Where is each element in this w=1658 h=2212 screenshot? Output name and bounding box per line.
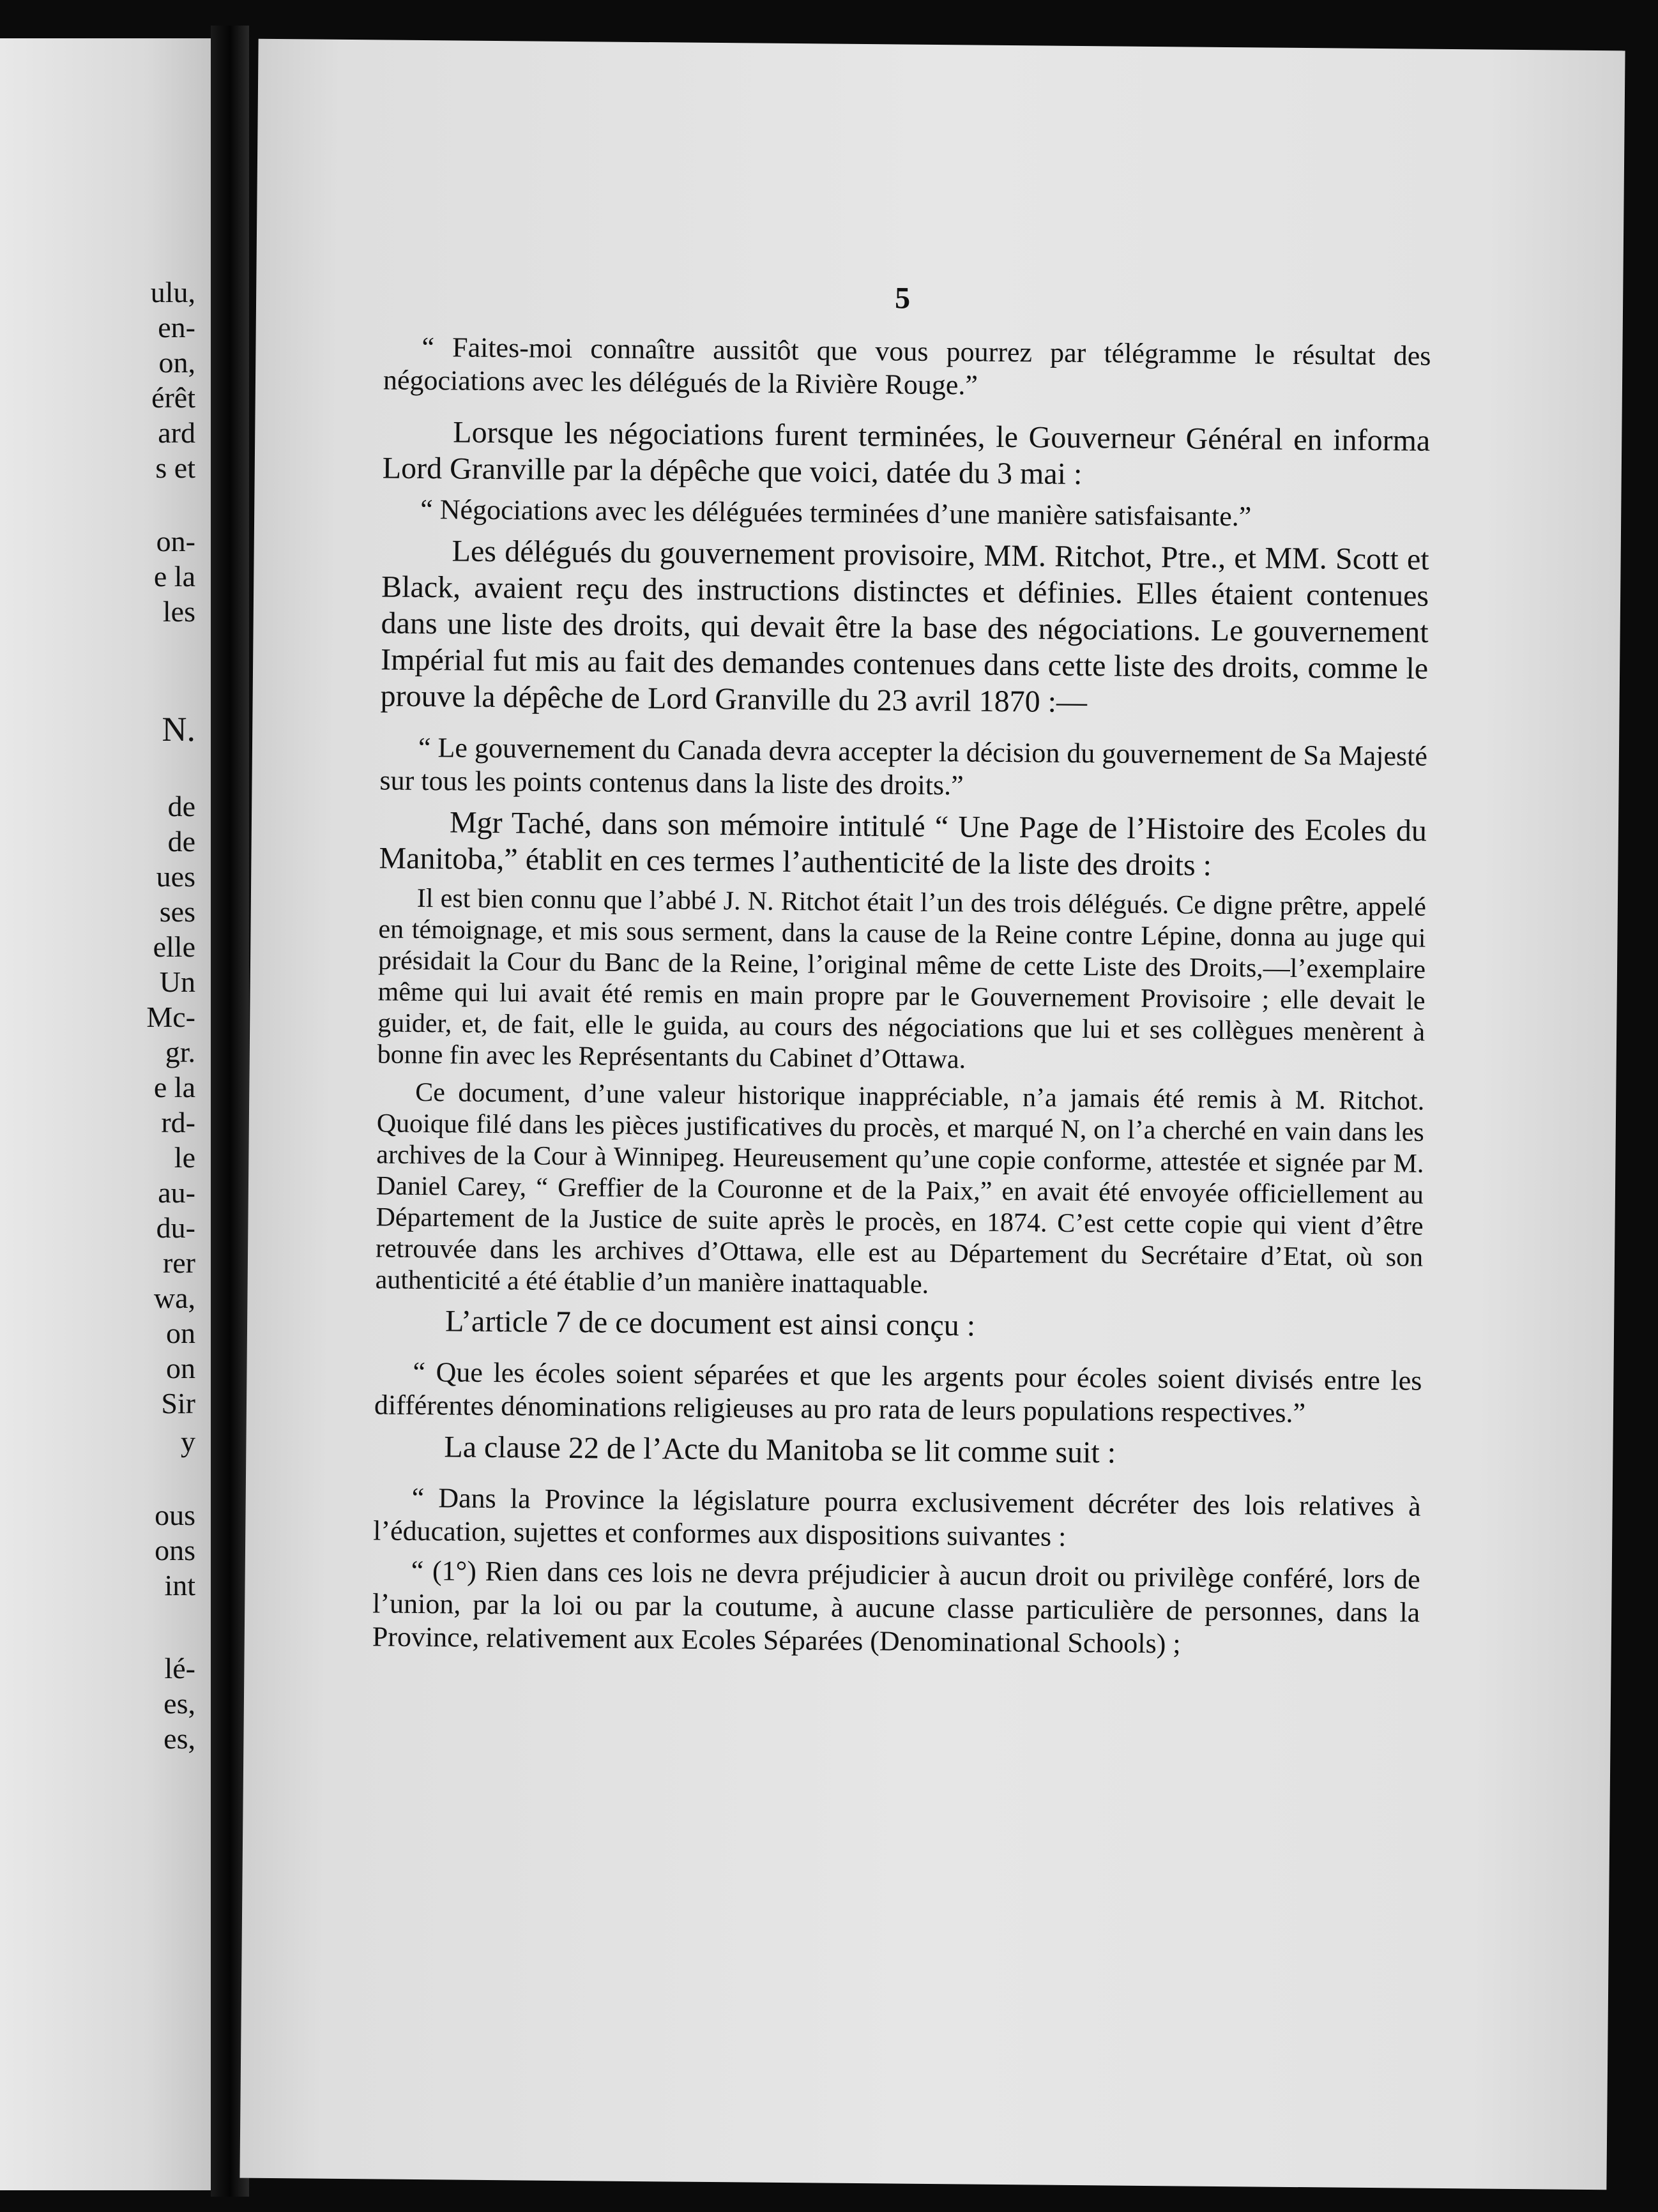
paragraph: La clause 22 de l’Acte du Manitoba se lit comme suit : [444, 1430, 1116, 1470]
left-page-line: on- [156, 525, 195, 557]
left-page-line: s et [155, 451, 195, 484]
left-page-line: N. [162, 710, 195, 748]
left-page-line: ses [159, 895, 195, 928]
left-page-line: on [166, 1352, 195, 1384]
left-page-line: ulu, [150, 276, 195, 308]
left-page-line: wa, [153, 1282, 195, 1314]
left-page-line: ard [158, 416, 195, 449]
page-body [372, 330, 1431, 1662]
left-page-line: es, [164, 1722, 195, 1755]
paragraph: “ Dans la Province la législature pourra exclusivement décréter des lois relatives à l’éducation, sujettes et conformes aux dispositions suivantes : [373, 1481, 1421, 1552]
left-page-line: de [167, 790, 195, 822]
left-page-line: Sir [161, 1387, 195, 1420]
left-page-line: e la [153, 560, 195, 593]
document-page [240, 39, 1625, 2190]
paragraph: L’article 7 de ce document est ainsi conçu : [445, 1304, 976, 1343]
left-page-line: érêt [151, 381, 195, 414]
page-number: 5 [894, 281, 911, 315]
paragraph: Il est bien connu que l’abbé J. N. Ritchot était l’un des trois délégués. Ce digne prêtre, appelé en témoignage, et mis sous serment, dans la cause de la Reine contre Lépine, donna au juge qui présidait la Cour du Banc de la Reine, l’original même de cette Liste des Droits,—l’exemplaire même qui lui avait été remis en main propre par le Gouvernement Provisoire ; elle devait le guider, et, de fait, elle le guida, au cours des négociations que lui et ses collègues menèrent à bonne fin avec les Représentants du Cabinet d’Ottawa. [377, 883, 1427, 1075]
paragraph: Ce document, d’une valeur historique inappréciable, n’a jamais été remis à M. Ritchot. Quoique filé dans les pièces justificatives du procès, et marqué N, on l’a cherché en vain dans les archives de la Cour à Winnipeg. Heureusement qu’une copie conforme, attestée et signée par M. Daniel Carey, “ Greffier de la Couronne et de la Paix,” en avait été envoyée officiellement au Département de la Justice de suite après le procès, en 1874. C’est cette copie qui vient d’être retrouvée dans les archives d’Ottawa, elle est au Département du Secrétaire d’Etat, où son authenticité a été établie d’un manière inattaquable. [375, 1077, 1425, 1299]
left-page-line: int [164, 1569, 195, 1602]
left-page-line: en- [158, 311, 195, 344]
left-page-line: ues [156, 860, 195, 893]
paragraph: Mgr Taché, dans son mémoire intitulé “ Une Page de l’Histoire des Ecoles du Manitoba,” établit en ces termes l’authenticité de la liste des droits : [379, 805, 1427, 883]
left-page-line: e la [153, 1071, 195, 1103]
paragraph: “ Que les écoles soient séparées et que les argents pour écoles soient divisés entre les différentes dénominations religieuses au pro rata de leurs populations respectives.” [374, 1356, 1422, 1429]
left-page-line: Un [159, 966, 195, 998]
paragraph: “ Faites-moi connaître aussitôt que vous pourrez par télégramme le résultat des négociations avec les délégués de la Rivière Rouge.” [383, 331, 1431, 401]
left-page-line: rd- [161, 1106, 195, 1139]
left-page-line: lé- [164, 1652, 195, 1685]
paragraph: “ (1°) Rien dans ces lois ne devra préjudicier à aucun droit ou privilège conféré, lors de l’union, par la loi ou par la coutume, à aucune classe particulière de personnes, dans la Province, relativement aux Ecoles Séparées (Denominational Schools) ; [372, 1554, 1420, 1660]
left-page-line: es, [164, 1687, 195, 1720]
left-page-line: ons [155, 1534, 195, 1566]
left-page-line: elle [153, 930, 195, 963]
left-page-line: au- [158, 1176, 195, 1209]
left-page-line: Mc- [146, 1001, 195, 1033]
paragraph: “ Négociations avec les déléguées terminées d’une manière satisfaisante.” [420, 493, 1252, 533]
left-page-line: gr. [165, 1036, 195, 1068]
previous-page-fragment [0, 38, 211, 2190]
left-page-line: du- [156, 1211, 195, 1244]
left-page-line: de [167, 825, 195, 858]
left-page-line: on, [158, 346, 195, 379]
paragraph: Lorsque les négociations furent terminées, le Gouverneur Général en informa Lord Granville par la dépêche que voici, datée du 3 mai : [382, 415, 1431, 492]
left-page-line: rer [162, 1246, 195, 1279]
left-page-line: le [174, 1141, 195, 1174]
left-page-line: les [162, 595, 195, 628]
left-page-line: y [181, 1425, 195, 1458]
paragraph: “ Le gouvernement du Canada devra accepter la décision du gouvernement de Sa Majesté sur tous les points contenus dans la liste des droits.” [379, 731, 1428, 801]
paragraph: Les délégués du gouvernement provisoire, MM. Ritchot, Ptre., et MM. Scott et Black, avaient reçu des instructions distinctes et définies. Elles étaient contenues dans une liste des droits, qui devait être la base des négociations. Le gouvernement Impérial fut mis au fait des demandes contenues dans cette liste des droits, comme le prouve la dépêche de Lord Granville du 23 avril 1870 :— [380, 534, 1429, 720]
left-page-line: ous [155, 1499, 195, 1531]
left-page-line: on [166, 1317, 195, 1349]
